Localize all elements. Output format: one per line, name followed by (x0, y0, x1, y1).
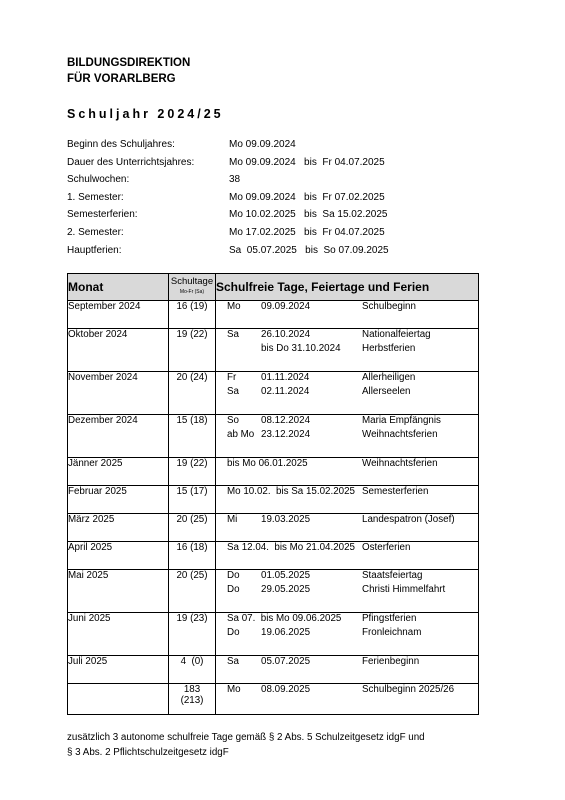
events-cell (216, 301, 479, 329)
event-date: 19.03.2025 (261, 514, 311, 525)
event-line (216, 684, 478, 698)
event-date: 01.11.2024 (261, 372, 310, 383)
event-day: ab Mo (227, 429, 255, 440)
info-value: Sa 05.07.2025 bis So 07.09.2025 (229, 244, 389, 256)
info-value: Mo 09.09.2024 (229, 139, 296, 150)
event-line (216, 429, 478, 443)
event-name: Weihnachtsferien (362, 458, 438, 469)
event-span: Mo 10.02. bis Sa 15.02.2025 (227, 486, 355, 497)
org-line-2: FÜR VORARLBERG (67, 73, 176, 85)
events-cell (216, 458, 479, 486)
event-day: Sa (227, 386, 239, 397)
school-days-cell: 19 (22) (169, 329, 216, 372)
event-day: Do (227, 627, 240, 638)
school-days-cell: 20 (24) (169, 372, 216, 415)
table-row (68, 684, 479, 715)
event-line (216, 386, 478, 400)
event-line (216, 301, 478, 315)
event-name: Nationalfeiertag (362, 329, 431, 340)
events-cell (216, 542, 479, 570)
school-days-cell: 19 (22) (169, 458, 216, 486)
month-cell: Oktober 2024 (68, 329, 169, 372)
table-row (68, 486, 479, 514)
event-date: 05.07.2025 (261, 656, 311, 667)
school-days-cell: 19 (23) (169, 613, 216, 656)
event-line (216, 656, 478, 670)
header-holidays: Schulfreie Tage, Feiertage und Ferien (216, 274, 479, 301)
month-cell: Juli 2025 (68, 656, 169, 684)
month-cell (68, 684, 169, 715)
event-day: Sa (227, 329, 239, 340)
info-label: Dauer des Unterrichtsjahres: (67, 156, 195, 168)
table-row (68, 613, 479, 656)
info-value: Mo 09.09.2024 bis Fr 04.07.2025 (229, 156, 385, 168)
event-day: Mi (227, 514, 238, 525)
table-row (68, 458, 479, 486)
school-days-cell: 20 (25) (169, 570, 216, 613)
event-name: Allerseelen (362, 386, 411, 397)
event-name: Ferienbeginn (362, 656, 420, 667)
info-label: Hauptferien: (67, 244, 122, 256)
event-name: Maria Empfängnis (362, 415, 441, 426)
events-cell (216, 656, 479, 684)
table-row (68, 372, 479, 415)
school-days-cell: 20 (25) (169, 514, 216, 542)
table-row (68, 542, 479, 570)
month-cell: November 2024 (68, 372, 169, 415)
event-line (216, 486, 478, 500)
events-cell (216, 613, 479, 656)
header-school-days-sub: Mo-Fr (Sa) (179, 289, 205, 295)
events-cell (216, 514, 479, 542)
info-label: 1. Semester: (67, 191, 124, 203)
table-row (68, 301, 479, 329)
events-cell (216, 570, 479, 613)
month-cell: Mai 2025 (68, 570, 169, 613)
events-cell (216, 486, 479, 514)
school-days-cell: 4 (0) (169, 656, 216, 684)
event-span: Sa 07. bis Mo 09.06.2025 (227, 613, 342, 624)
event-date: 08.12.2024 (261, 415, 311, 426)
organization-header (67, 55, 190, 87)
event-line (216, 584, 478, 598)
event-name: Landespatron (Josef) (362, 514, 455, 525)
info-value: Mo 17.02.2025 bis Fr 04.07.2025 (229, 226, 385, 238)
month-cell: Dezember 2024 (68, 415, 169, 458)
event-line (216, 458, 478, 472)
org-line-1: BILDUNGSDIREKTION (67, 57, 191, 69)
school-days-cell: 16 (18) (169, 542, 216, 570)
table-row (68, 656, 479, 684)
event-day: Do (227, 570, 240, 581)
footnote-line-1: zusätzlich 3 autonome schulfreie Tage gemäß § 2 Abs. 5 Schulzeitgesetz idgF und (67, 732, 425, 743)
events-cell (216, 415, 479, 458)
event-line (216, 613, 478, 627)
event-name: Herbstferien (362, 343, 416, 354)
month-cell: Februar 2025 (68, 486, 169, 514)
table-row (68, 415, 479, 458)
school-year-title: Schuljahr 2024/25 (67, 107, 224, 121)
school-days-cell: 16 (19) (169, 301, 216, 329)
month-cell: September 2024 (68, 301, 169, 329)
event-line (216, 372, 478, 386)
info-label: Semesterferien: (67, 209, 138, 221)
table-row (68, 329, 479, 372)
event-name: Staatsfeiertag (362, 570, 423, 581)
event-span: Sa 12.04. bis Mo 21.04.2025 (227, 542, 355, 553)
event-date: 26.10.2024 (261, 329, 311, 340)
events-cell (216, 684, 479, 715)
event-day: Do (227, 584, 240, 595)
event-date: 29.05.2025 (261, 584, 311, 595)
footnote-line-2: § 3 Abs. 2 Pflichtschulzeitgesetz idgF (67, 747, 229, 758)
info-label: Schulwochen: (67, 174, 130, 186)
event-line (216, 343, 478, 357)
event-name: Weihnachtsferien (362, 429, 438, 440)
events-cell (216, 329, 479, 372)
event-name: Fronleichnam (362, 627, 422, 638)
info-value: Mo 09.09.2024 bis Fr 07.02.2025 (229, 191, 385, 203)
event-day: Mo (227, 684, 241, 695)
event-day: Mo (227, 301, 241, 312)
header-school-days-label: Schultage (170, 276, 214, 287)
event-date: 09.09.2024 (261, 301, 311, 312)
event-line (216, 514, 478, 528)
event-date: bis Do 31.10.2024 (261, 343, 341, 354)
event-date: 02.11.2024 (261, 386, 310, 397)
event-date: 08.09.2025 (261, 684, 311, 695)
event-line (216, 329, 478, 343)
event-line (216, 415, 478, 429)
table-row (68, 514, 479, 542)
event-name: Allerheiligen (362, 372, 416, 383)
event-name: Osterferien (362, 542, 411, 553)
info-value: 38 (229, 174, 241, 186)
table-row (68, 570, 479, 613)
event-line (216, 542, 478, 556)
event-date: 01.05.2025 (261, 570, 311, 581)
event-day: So (227, 415, 239, 426)
school-days-cell: 15 (17) (169, 486, 216, 514)
event-date: 23.12.2024 (261, 429, 311, 440)
school-days-cell: 183 (213) (169, 684, 216, 715)
event-name: Pfingstferien (362, 613, 417, 624)
month-cell: März 2025 (68, 514, 169, 542)
event-day: Fr (227, 372, 237, 383)
event-name: Schulbeginn (362, 301, 416, 312)
info-label: Beginn des Schuljahres: (67, 139, 175, 150)
info-label: 2. Semester: (67, 226, 124, 238)
events-cell (216, 372, 479, 415)
event-name: Semesterferien (362, 486, 429, 497)
event-name: Christi Himmelfahrt (362, 584, 446, 595)
event-day: Sa (227, 656, 239, 667)
school-days-cell: 15 (18) (169, 415, 216, 458)
event-line (216, 570, 478, 584)
event-name: Schulbeginn 2025/26 (362, 684, 455, 695)
info-value: Mo 10.02.2025 bis Sa 15.02.2025 (229, 209, 388, 221)
table-header-row (68, 274, 479, 301)
schedule-body (68, 301, 479, 715)
month-cell: April 2025 (68, 542, 169, 570)
header-school-days (169, 274, 216, 301)
month-cell: Jänner 2025 (68, 458, 169, 486)
month-cell: Juni 2025 (68, 613, 169, 656)
schedule-table (67, 273, 479, 715)
event-date: 19.06.2025 (261, 627, 311, 638)
header-month: Monat (68, 274, 169, 301)
event-span: bis Mo 06.01.2025 (227, 458, 308, 469)
event-line (216, 627, 478, 641)
footnote (67, 730, 425, 760)
